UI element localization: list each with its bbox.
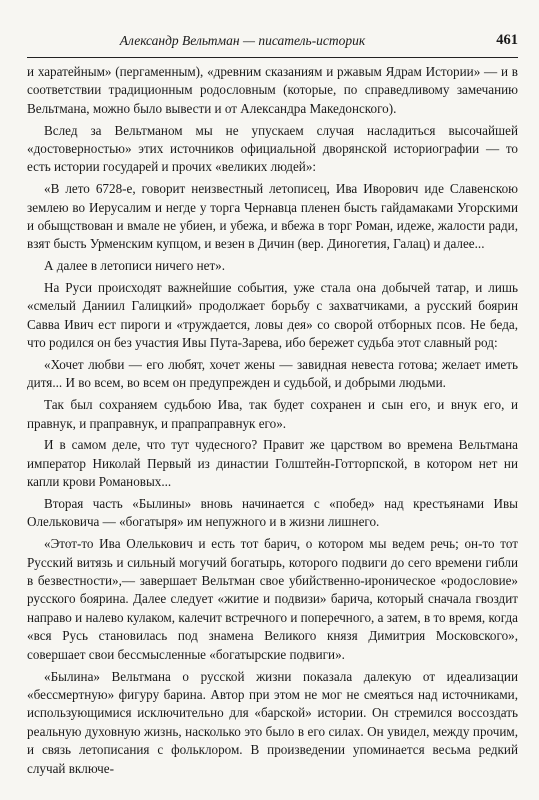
paragraph: На Руси происходят важнейшие события, уже стала она добычей татар, и лишь «смелый Даниил Галицкий» продолжает борьбу с захватчиками, а русский боярин Савва Ивич ест пироги и «труждается, ловы дея» со сворой отборных псов. Не беда, что родился он без участия Ивы Пута-Зарева, ибо бережет судьба этот славный род:	[27, 280, 518, 351]
paragraph: Вторая часть «Былины» вновь начинается с «побед» над крестьянами Ивы Олельковича — «богатыря» им непужного и в жизни лишнего.	[27, 496, 518, 530]
paragraph: «Хочет любви — его любят, хочет жены — завидная невеста готова; желает иметь дитя... И во всем, во всем он предупрежден и судьбой, и добрыми людьми.	[27, 357, 518, 391]
paragraph: Так был сохраняем судьбою Ива, так будет сохранен и сын его, и внук его, и правнук, и праправнук, и прапраправнук его».	[27, 397, 518, 431]
page-body	[27, 63, 518, 781]
paragraph: и харатейным» (пергаменным), «древним сказаниям и ржавым Ядрам Истории» — и в соответствии традиционным родословным (которые, по справедливому замечанию Вельтмана, можно было вывести и от Александра Македонского).	[27, 64, 518, 116]
paragraph: А далее в летописи ничего нет».	[44, 258, 226, 274]
paragraph: «В лето 6728-е, говорит неизвестный летописец, Ива Иворович иде Славенскою землею во Иерусалим и негде у торга Чернавца пленен бысть гайдамаками Угорскими и обыщствован и вмале не убиен, и убежа, и вбежа в торг Роман, идеже, жалости ради, взят бысть Урменским купцом, и везен в Дичин (вер. Диногетия, Галац) и далее...	[27, 181, 518, 252]
paragraph: И в самом деле, что тут чудесного? Правит же царством во времена Вельтмана император Николай Первый из династии Голштейн-Готторпской, в котором нет ни капли крови Романовых...	[27, 437, 518, 490]
paragraph: «Былина» Вельтмана о русской жизни показала далекую от идеализации «бессмертную» фигуру барина. Автор при этом не мог не смеяться над источниками, использующимися исключительно для «барской» истории. Он стремился воссоздать реальную духовную жизнь, насколько это было в его силах. Он увидел, между прочим, и связь летописания с фольклором. В произведении упоминается весьма редкий случай включе-	[27, 668, 518, 776]
paragraph: Вслед за Вельтманом мы не упускаем случая насладиться высочайшей «достоверностью» этих источников официальной дворянской историографии — то есть истории государей и прочих «великих людей»:	[27, 122, 518, 175]
paragraph: «Этот-то Ива Олелькович и есть тот барич, о котором мы ведем речь; он-то тот Русский витязь и сильный могучий богатырь, которого подвиги до сего времени гибли в безвестности»,— завершает Вельтман свое убийственно-ироническое «родословие» русского боярина. Далее следует «житие и подвизи» барича, который сначала гвоздит направо и налево кулаком, калечит встречного и поперечного, а затем, в то время, когда «вся Русь становилась под знамена Великого князя Димитрия Московского», совершает свои бессмысленные «богатырские подвиги».	[27, 536, 518, 662]
page-number: 461	[496, 32, 518, 48]
running-title: Александр Вельтман — писатель-историк	[119, 33, 366, 48]
page-header	[27, 29, 518, 58]
